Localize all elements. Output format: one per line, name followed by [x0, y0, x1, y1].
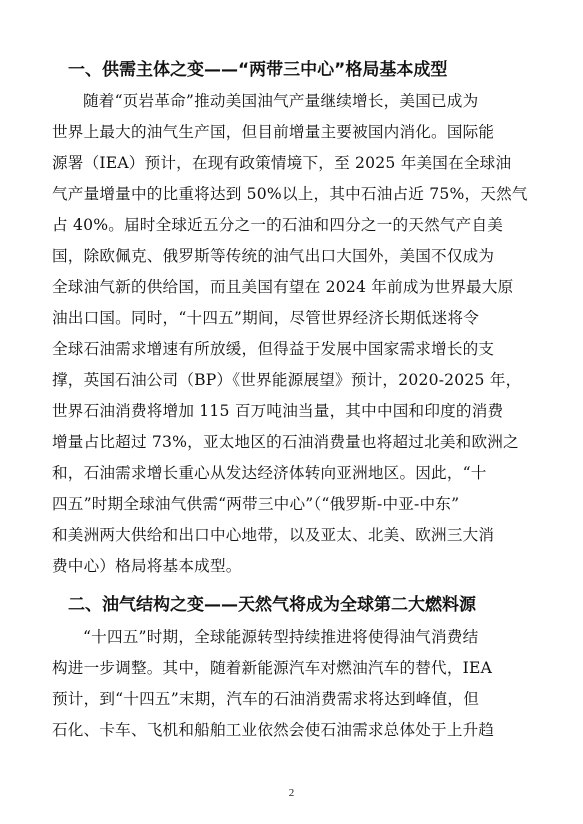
- text-line: 和美洲两大供给和出口中心地带，以及亚太、北美、欧洲三大消: [52, 526, 495, 544]
- text-line: 和，石油需求增长重心从发达经济体转向亚洲地区。因此，“十: [52, 464, 487, 482]
- text-line: 油出口国。同时，“十四五”期间，尽管世界经济长期低迷将令: [52, 309, 479, 327]
- section-heading-supply-demand: 一、供需主体之变——“两带三中心”格局基本成型: [68, 60, 448, 80]
- text-line: 占 40%。届时全球近五分之一的石油和四分之一的天然气产自美: [52, 216, 504, 234]
- section-heading-oil-gas-structure: 二、油气结构之变——天然气将成为全球第二大燃料源: [68, 595, 476, 615]
- page-number: 2: [288, 787, 295, 799]
- text-line: 随着“页岩革命”推动美国油气产量继续增长，美国已成为: [83, 92, 479, 110]
- text-line: 全球石油需求增速有所放缓，但得益于发展中国家需求增长的支: [52, 340, 495, 358]
- text-line: “十四五”时期，全球能源转型持续推进将使得油气消费结: [83, 628, 479, 646]
- text-line: 世界石油消费将增加 115 百万吨油当量，其中中国和印度的消费: [52, 402, 504, 420]
- section2-paragraph: [52, 622, 536, 746]
- text-line: 源署（IEA）预计，在现有政策情境下，至 2025 年美国在全球油: [52, 154, 512, 172]
- text-line: 撑，英国石油公司（BP）《世界能源展望》预计，2020-2025 年，: [52, 371, 522, 389]
- text-line: 费中心）格局将基本成型。: [52, 557, 242, 575]
- text-line: 构进一步调整。其中，随着新能源汽车对燃油汽车的替代，IEA: [52, 659, 493, 677]
- text-line: 世界上最大的油气生产国，但目前增量主要被国内消化。国际能: [52, 123, 495, 141]
- section1-paragraph: [52, 86, 536, 582]
- text-line: 四五”时期全球油气供需“两带三中心”（“俄罗斯-中亚-中东”: [52, 495, 460, 513]
- text-line: 国，除欧佩克、俄罗斯等传统的油气出口大国外，美国不仅成为: [52, 247, 495, 265]
- text-line: 预计，到“十四五”末期，汽车的石油消费需求将达到峰值，但: [52, 690, 479, 708]
- text-line: 增量占比超过 73%，亚太地区的石油消费量也将超过北美和欧洲之: [52, 433, 519, 451]
- text-line: 全球油气新的供给国，而且美国有望在 2024 年前成为世界最大原: [52, 278, 514, 296]
- text-line: 气产量增量中的比重将达到 50%以上，其中石油占近 75%，天然气: [52, 185, 528, 203]
- text-line: 石化、卡车、飞机和船舶工业依然会使石油需求总体处于上升趋: [52, 721, 495, 739]
